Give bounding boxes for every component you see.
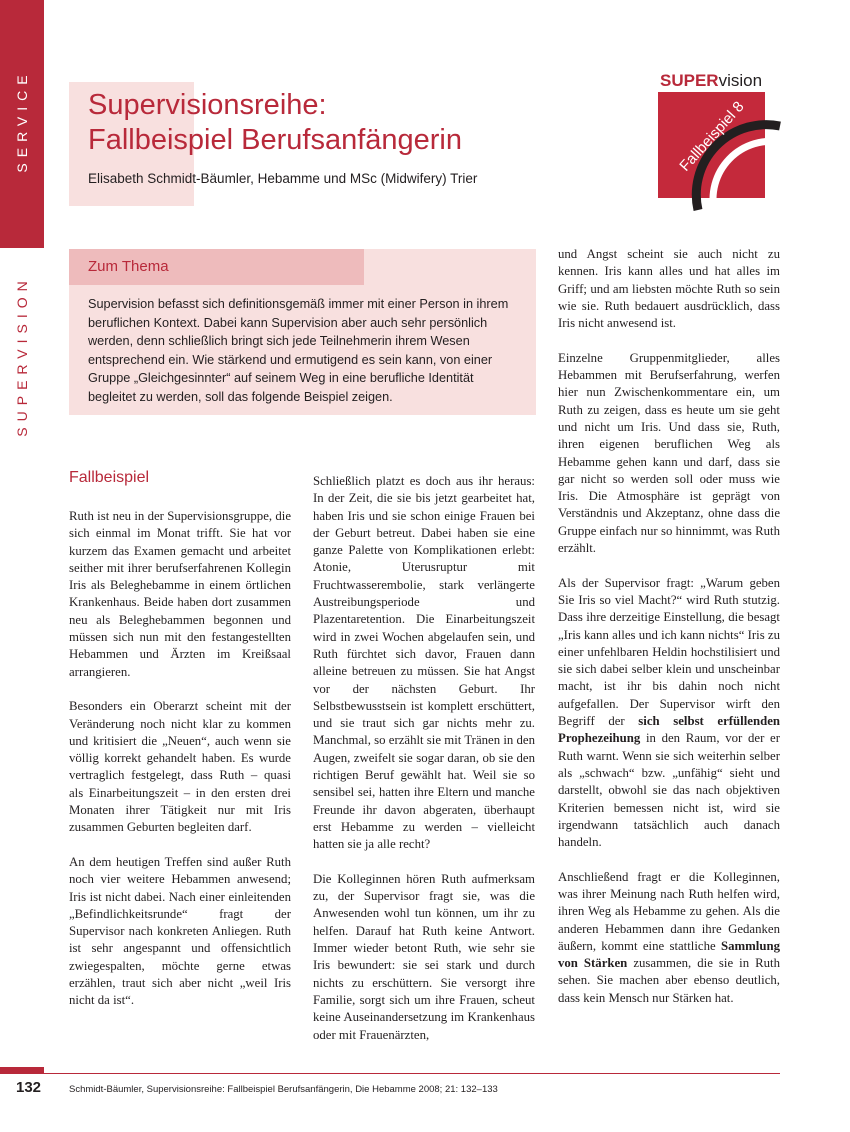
logo-super: SUPER [660, 71, 719, 90]
topic-heading: Zum Thema [88, 258, 169, 275]
text-run: Anschließend fragt er die Kolleginnen, was ihrer Meinung nach Ruth helfen wird, ihren Weg als Hebamme zu gehen. Als die anderen Hebammen dann ihre Gedanken äußern, kommt eine stattliche [558, 869, 780, 953]
footer-rule [44, 1073, 780, 1074]
footer-accent [0, 1067, 44, 1074]
paragraph: Ruth ist neu in der Supervisionsgruppe, die sich einmal im Monat trifft. Sie hat vor kurzem das Examen gemacht und arbeitet seither mit ihrer berufserfahrenen Kollegin Iris als Beleghebamme in einem örtlichen Krankenhaus. Beide haben dort zusammen neu als Beleghebammen begonnen und müssen sich nun mit den festangestellten Hebammen und Ärzten im Kreißsaal arrangieren. [69, 509, 291, 679]
case-heading: Fallbeispiel [69, 469, 150, 486]
footer-citation: Schmidt-Bäumler, Supervisionsreihe: Fallbeispiel Berufsanfängerin, Die Hebamme 2008; 21: 132–133 [69, 1084, 498, 1095]
paragraph: und Angst scheint sie auch nicht zu kennen. Iris kann alles und hat alles im Griff; und am liebsten möchte Ruth so sein wie sie. Ruth bedauert ausdrücklich, dass Iris nicht anwesend ist. [558, 247, 780, 331]
page-number: 132 [16, 1079, 42, 1096]
case-badge [658, 92, 765, 198]
body-column-2 [313, 473, 535, 1061]
author-line: Elisabeth Schmidt-Bäumler, Hebamme und MSc (Midwifery) Trier [88, 171, 478, 186]
paragraph: Schließlich platzt es doch aus ihr heraus: In der Zeit, die sie bis jetzt gearbeitet hat, haben Iris und sie schon einige Frauen bei der Geburt betreut. Dabei haben sie eine ganze Palette von Komplikationen erlebt: Atonie, Uterusruptur mit Fruchtwasserembolie, stark verlängerte Austreibungsperiode und Plazentaretention. Die Einarbeitungszeit wird in zwei Wochen abgelaufen sein, und Ruth fürchtet sich davor, Frauen dann alleine betreuen zu müssen. Sie hat Angst vor der nächsten Geburt. Ihr Selbstbewusstsein ist komplett erschüttert, und sie traut sich gar nichts mehr zu. Manchmal, so erzählt sie mit Tränen in den Augen, zweifelt sie sogar daran, ob sie den richtigen Beruf gewählt hat. Weil sie so sensibel sei, hatten ihre Eltern und manche Freunde ihr davon abgeraten, überhaupt erst Hebamme zu werden – vielleicht hatten sie ja alle recht? [313, 474, 535, 852]
body-column-3 [558, 246, 780, 1024]
paragraph [558, 575, 780, 852]
title-line-1: Supervisionsreihe: [88, 89, 327, 121]
paragraph: Besonders ein Oberarzt scheint mit der Veränderung noch nicht klar zu kommen und kritisiert die „Neuen“, auch wenn sie völlig korrekt gehandelt haben. Es wurde vertraglich festgelegt, dass Ruth – quasi als Einarbeitungszeit – in den ersten drei Monaten ihrer Tätigkeit nur mit Iris zusammen Geburten begleiten darf. [69, 699, 291, 835]
text-run: zusammen, die sie in Ruth sehen. Sie machen aber ebenso deutlich, dass kein Mensch nur Stärken hat. [558, 956, 780, 1005]
paragraph: An dem heutigen Treffen sind außer Ruth noch vier weitere Hebammen anwesend; Iris ist nicht dabei. Nach einer einleitenden „Befindlichkeitsrunde“ fragt der Supervisor nach konkreten Anliegen. Ruth ist sehr angespannt und offensichtlich zwiegespalten, möchte gerne etwas erzählen, traut sich aber nicht „weil Iris nicht da ist“. [69, 854, 291, 1008]
paragraph [558, 869, 780, 1007]
supervision-label: SUPERVISION [14, 275, 30, 437]
logo-vision: vision [718, 71, 763, 90]
text-run: Als der Supervisor fragt: „Warum geben Sie Iris so viel Macht?“ wird Ruth stutzig. Dass ihre derzeitige Einstellung, die besagt „Iris kann alles und ich kann nichts“ Iris zu einer unfehlbaren Heldin hochstilisiert und sie sich dabei selber klein und unscheinbar macht, ist ihr bis dahin noch nicht aufgefallen. Der Supervisor wirft den Begriff der [558, 575, 780, 729]
emphasis: sich selbst erfüllenden Prophezeihung [558, 714, 780, 746]
text-run: in den Raum, vor der er Ruth warnt. Wenn sie sich weiterhin selber als „schwach“ bzw. „unfähig“ sieht und darstellt, obwohl sie das nach objektiven Kriterien bemessen nicht ist, wird sie irgendwann tatsächlich auch danach handeln. [558, 731, 780, 850]
service-label: SERVICE [14, 69, 30, 173]
paragraph: Einzelne Gruppenmitglieder, alles Hebammen mit Berufserfahrung, werfen hier nun Zwischenkommentare ein, um Ruth zu zeigen, dass es heute um sie geht und nicht um Iris. Und dass sie, Ruth, ihren eigenen beruflichen Weg als Hebamme gehen kann und darf, dass sie gar nicht so werden soll oder muss wie Iris. Die Atmosphäre ist geprägt von Verständnis und Akzeptanz, ohne dass die Gruppe einfach nur so hinnimmt, was Ruth erzählt. [558, 350, 780, 556]
title-line-2: Fallbeispiel Berufsanfängerin [88, 124, 462, 156]
page-title [88, 88, 558, 158]
topic-text: Supervision befasst sich definitionsgemäß immer mit einer Person in ihrem beruflichen Kontext. Dabei kann Supervision aber auch sehr persönlich werden, denn schließlich bringt sich jede Teilnehmerin ihrem Wesen entsprechend ein. Wie stärkend und ermutigend es sein kann, von einer Gruppe „Gleichgesinnter“ auf seinem Weg in eine berufliche Identität begleitet zu werden, soll das folgende Beispiel zeigen. [88, 297, 509, 404]
badge-label: Fallbeispiel 8 [676, 98, 748, 175]
body-column-1 [69, 508, 291, 1027]
emphasis: Sammlung von Stärken [558, 938, 780, 971]
paragraph: Die Kolleginnen hören Ruth aufmerksam zu, der Supervisor fragt sie, was die Anwesenden wohl tun können, um ihr zu helfen. Darauf hat Ruth keine Antwort. Immer wieder betont Ruth, wie sehr sie Iris bewundert: sie sei stark und durch nichts zu erschüttern. Sie versorgt ihre Familie, sorgt sich um ihre Frauen, scheut keine Auseinandersetzung im Krankenhaus oder mit Frauenärzten, [313, 871, 535, 1042]
